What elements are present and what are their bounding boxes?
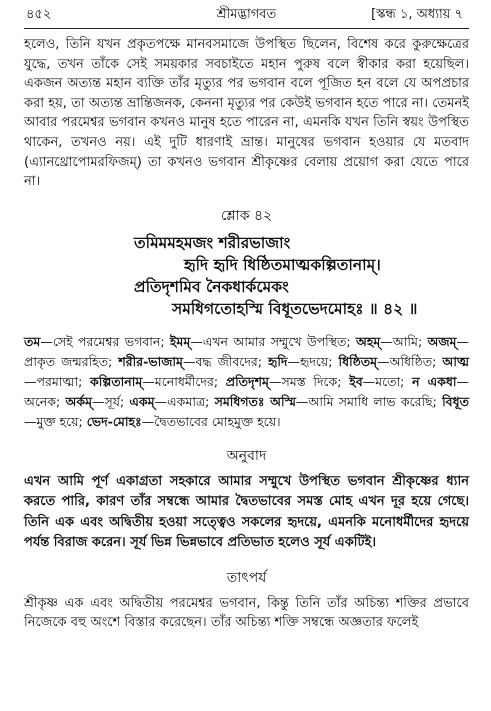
synonym-word: অজম্ xyxy=(427,333,457,349)
synonym-word: ন একধা xyxy=(412,373,457,389)
shloka-label: শ্লোক ৪২ xyxy=(220,207,273,224)
page-header xyxy=(24,4,469,26)
synonym-meaning: —মতো; xyxy=(362,373,413,389)
synonym-meaning: —মনোধর্মীদের; xyxy=(142,373,226,389)
synonym-word: কল্পিতানাম্ xyxy=(90,373,143,389)
synonym-word: ধিষ্ঠিতম্ xyxy=(338,353,378,369)
synonym-meaning: —অনেক; xyxy=(24,373,469,409)
verse-line: প্রতিদৃশমিব নৈকধার্কমেকং xyxy=(134,277,289,296)
page-number: ৪৫২ xyxy=(26,7,52,22)
synonym-meaning: —এখন আমার সম্মুখে উপস্থিত; xyxy=(190,333,356,349)
synonym-word: অহম্ xyxy=(356,333,381,349)
synonym-word: ইমম্ xyxy=(169,333,191,349)
section-reference: [স্কন্ধ ১, অধ্যায় ৭ xyxy=(371,7,463,22)
header-divider xyxy=(24,28,469,29)
synonym-word: অর্কম্ xyxy=(65,393,93,409)
book-title: শ্রীমদ্ভাগবত xyxy=(216,7,277,22)
synonym-meaning: —সমস্ত দিকে; xyxy=(268,373,350,389)
synonym-meaning: —প্রাকৃত জন্মরহিত; xyxy=(24,333,469,369)
synonym-meaning: —সেই পরমেশ্বর ভগবান; xyxy=(40,333,170,349)
synonym-meaning: —হৃদয়ে; xyxy=(287,353,339,369)
purport-heading: তাৎপর্য xyxy=(226,569,267,586)
synonym-meaning: —আমি; xyxy=(380,333,428,349)
synonym-word: তম xyxy=(24,333,41,349)
synonym-meaning: —আমি সমাধি লাভ করেছি; xyxy=(295,393,443,409)
synonym-meaning: —দ্বৈতভাবের মোহমুক্ত হয়ে। xyxy=(141,413,281,429)
synonym-word: ইব xyxy=(349,373,363,389)
synonym-meaning: —অধিষ্ঠিত; xyxy=(377,353,443,369)
synonym-word: বিধূত xyxy=(442,393,469,409)
verse-line: হৃদি হৃদি ধিষ্ঠিতমাত্মকল্পিতানাম্। xyxy=(184,255,381,274)
synonym-word: ভেদ-মোহঃ xyxy=(86,413,142,429)
synonym-word: হৃদি xyxy=(267,353,288,369)
synonym-meaning: —সূর্য; xyxy=(92,393,130,409)
synonym-word: সমধিগতঃ অস্মি xyxy=(214,393,296,409)
word-meanings xyxy=(24,332,469,432)
verse-block xyxy=(24,232,469,320)
book-page xyxy=(0,4,491,711)
synonym-word: আত্ম xyxy=(442,353,469,369)
synonym-meaning: —পরমাত্মা; xyxy=(24,373,91,389)
verse-line: তমিমমহমজং শরীরভাজাং xyxy=(134,233,291,252)
verse-line: সমধিগতোহস্মি বিধূতভেদমোহঃ ॥ ৪২ ॥ xyxy=(172,299,418,318)
intro-paragraph: হলেও, তিনি যখন প্রকৃতপক্ষে মানবসমাজে উপস্থিত ছিলেন, বিশেষ করে কুরুক্ষেত্রের যুদ্ধে, তখন তাঁকে সেই সময়কার সবচাইতে মহান পুরুষ বলে স্বীকার করা হয়েছিল। একজন অত্যন্ত মহান ব্যক্তি তাঁর মৃত্যুর পর ভগবান বলে পূজিত হন বলে যে অপপ্রচার করা হয়, তা অত্যন্ত ভ্রান্তিজনক, কেননা মৃত্যুর পর কেউই ভগবান হতে পারে না। তেমনই আবার পরমেশ্বর ভগবান কখনও মানুষ হতে পারেন না, এমনকি যখন তিনি স্বয়ং উপস্থিত থাকেন, তখনও নয়। এই দুটি ধারণাই ভ্রান্ত। মানুষের ভগবান হওয়ার যে মতবাদ (এ্যানথ্রোপোমরফিজম্) তা কখনও ভগবান শ্রীকৃষ্ণের বেলায় প্রয়োগ করা যেতে পারে না। xyxy=(24,37,469,190)
synonym-meaning: —বদ্ধ জীবদের; xyxy=(182,353,268,369)
synonym-word: শরীর-ভাজাম্ xyxy=(118,353,183,369)
translation-text: এখন আমি পূর্ণ একাগ্রতা সহকারে আমার সম্মুখে উপস্থিত ভগবান শ্রীকৃষ্ণের ধ্যান করতে পারি, কারণ তাঁর সম্বন্ধে আমার দ্বৈতভাবের সমস্ত মোহ এখন দূর হয়ে গেছে। তিনি এক এবং অদ্বিতীয় হওয়া সত্ত্বেও সকলের হৃদয়ে, এমনকি মনোধর্মীদের হৃদয়ে পর্যন্ত বিরাজ করেন। সূর্য ভিন্ন ভিন্নভাবে প্রতিভাত হলেও সূর্য একটিই। xyxy=(24,473,469,551)
synonym-meaning: —মুক্ত হয়ে; xyxy=(24,413,87,429)
synonym-word: একম্ xyxy=(129,393,155,409)
purport-text: শ্রীকৃষ্ণ এক এবং অদ্বিতীয় পরমেশ্বর ভগবান, কিন্তু তিনি তাঁর অচিন্ত্য শক্তির প্রভাবে নিজেকে বহু অংশে বিস্তার করেছেন। তাঁর অচিন্ত্য শক্তি সম্বন্ধে অজ্ঞতার ফলেই xyxy=(24,595,469,631)
synonym-word: প্রতিদৃশম্ xyxy=(225,373,269,389)
synonym-meaning: —একমাত্র; xyxy=(154,393,215,409)
translation-heading: অনুবাদ xyxy=(226,447,267,464)
